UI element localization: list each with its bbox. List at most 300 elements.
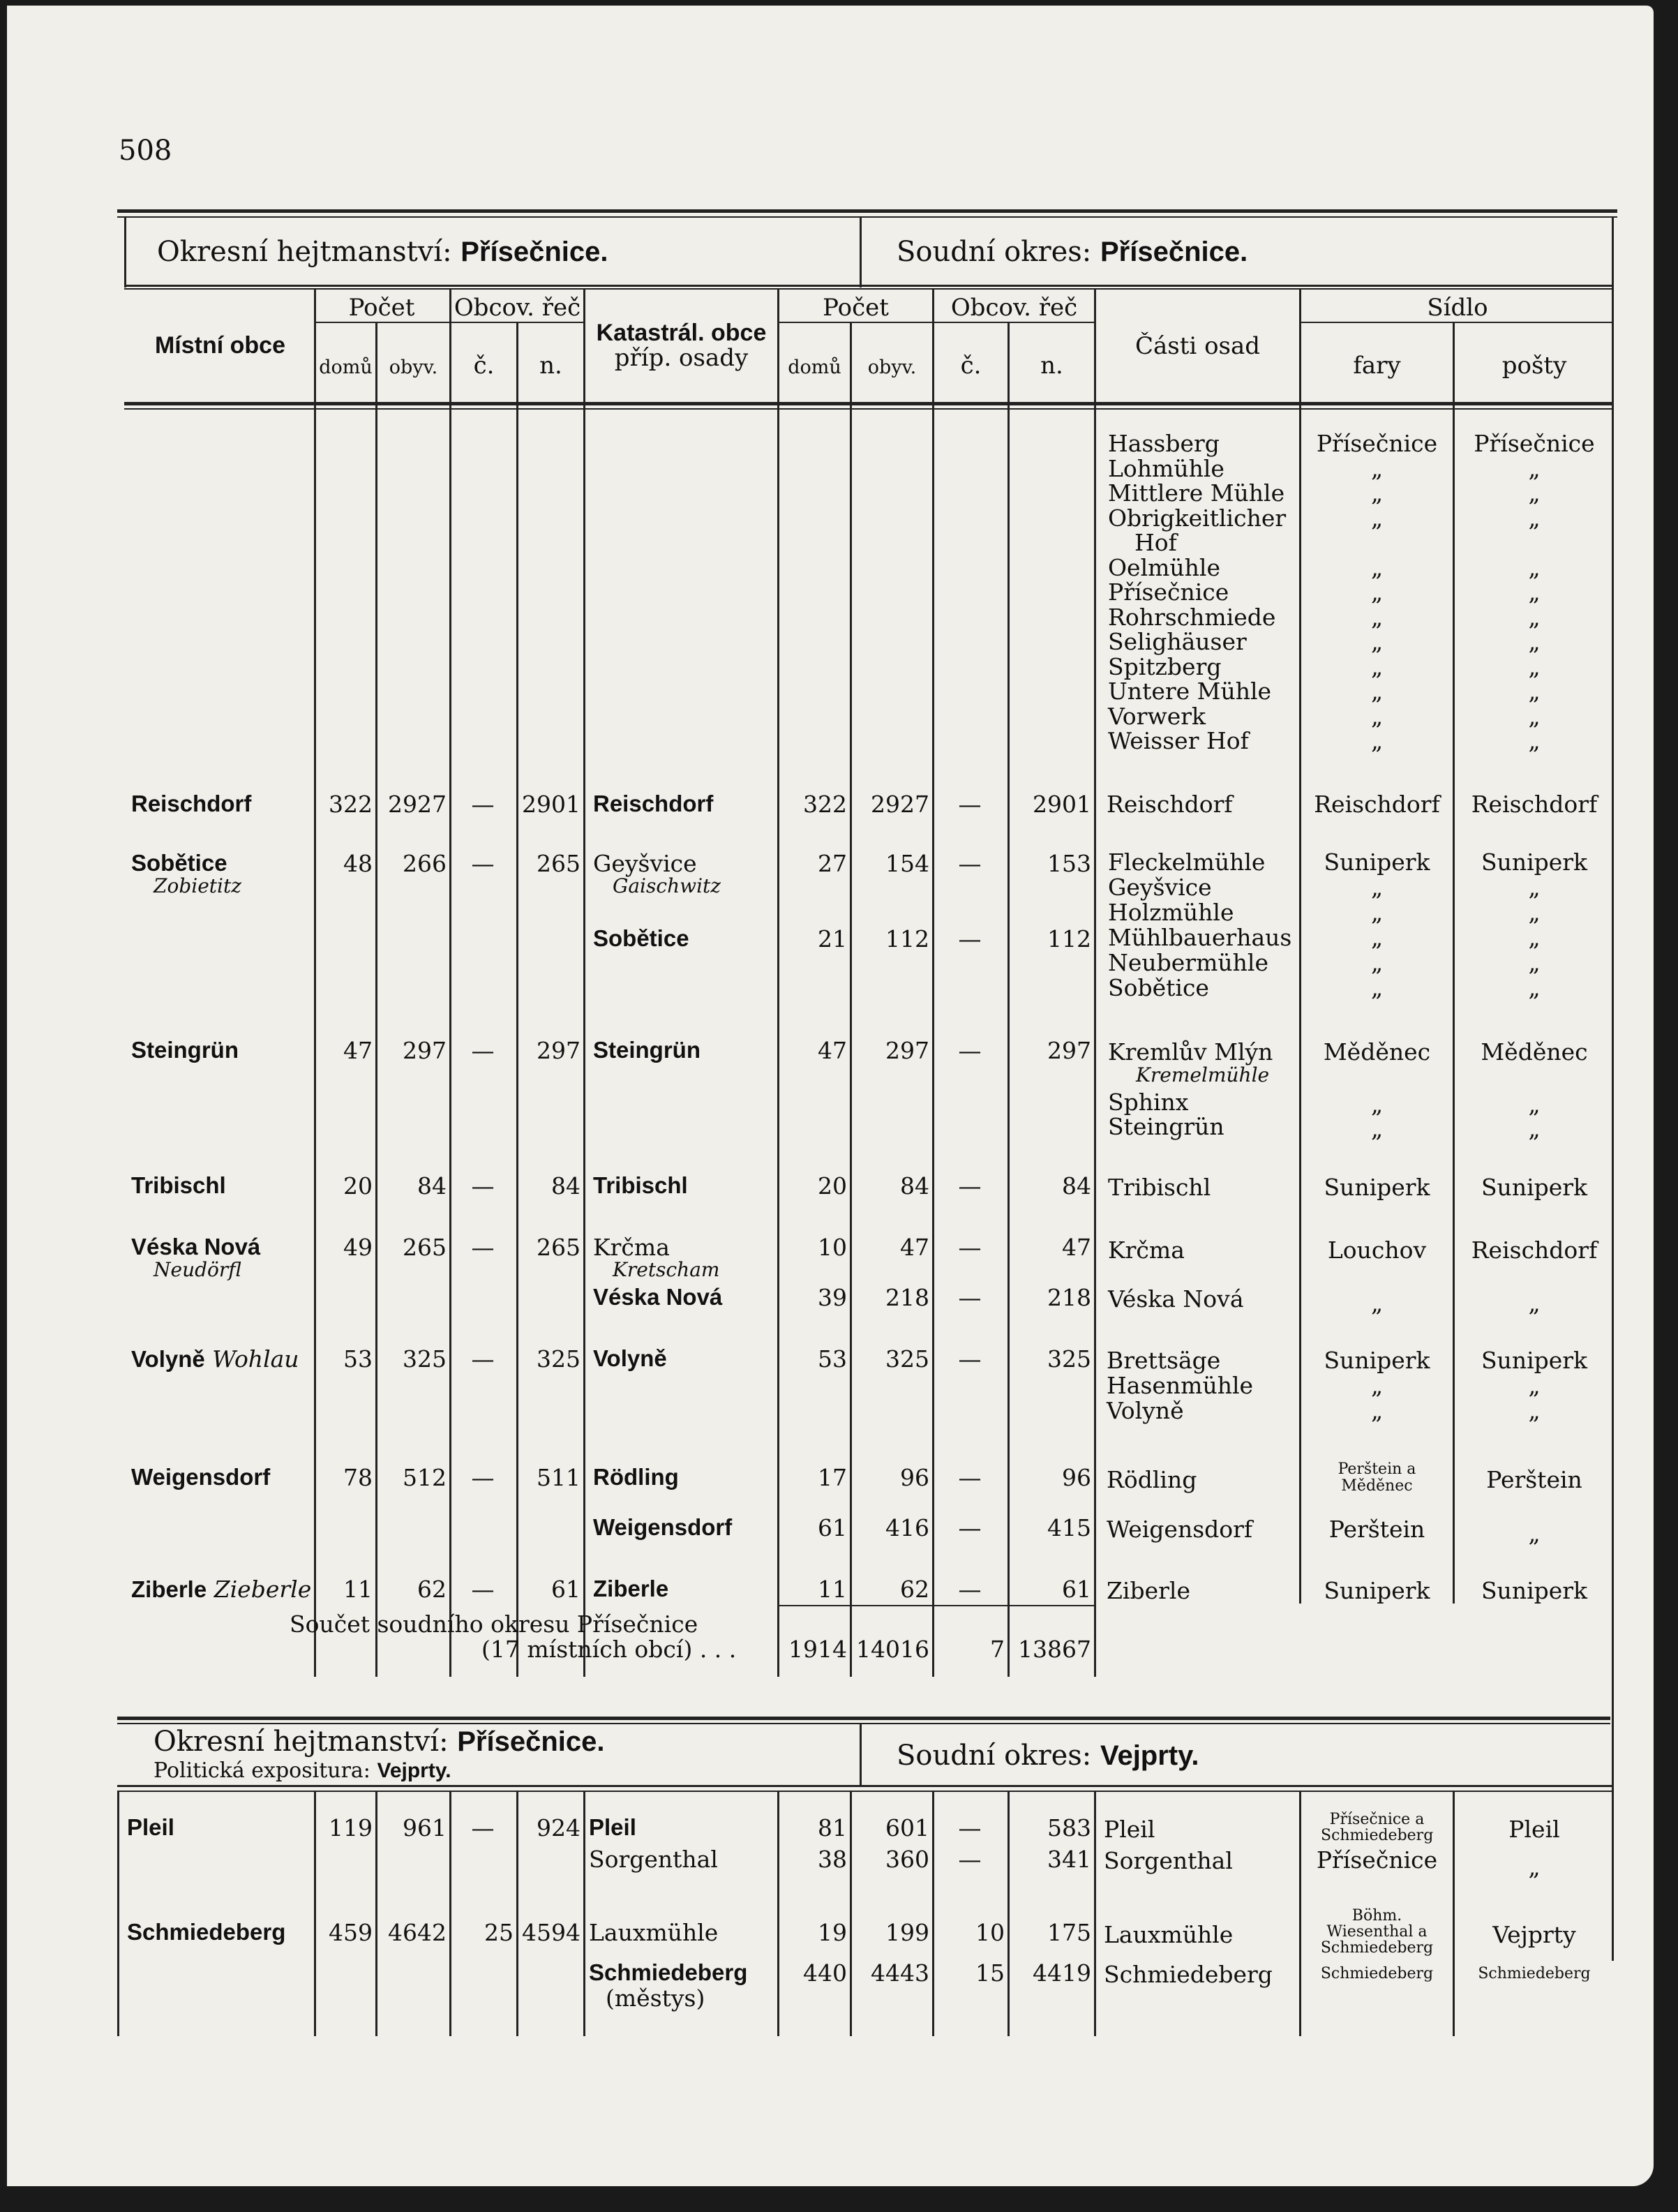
obyv-value: 512	[403, 1464, 447, 1491]
nemecky-value: 84	[551, 1172, 580, 1200]
obyv-value: 112	[885, 925, 929, 952]
katastr-note: (městys)	[606, 1985, 705, 2012]
col-domu-2: domů	[788, 357, 841, 378]
nemecky-value: 47	[1062, 1234, 1091, 1261]
fara: Suniperk	[1324, 1174, 1430, 1201]
katastr-name: Reischdorf	[593, 791, 714, 816]
katastr-name: Krčma	[593, 1234, 670, 1261]
rule	[1094, 288, 1096, 1677]
posta: Reischdorf	[1471, 1236, 1598, 1264]
obyv-value: 4443	[871, 1959, 929, 1987]
ditto: „	[1370, 652, 1384, 680]
cast-osady: Tribischl	[1108, 1174, 1211, 1201]
domu-value: 440	[803, 1959, 847, 1987]
nemecky-value: 341	[1047, 1846, 1091, 1873]
katastr-german-name: Gaischwitz	[613, 874, 721, 897]
ditto: „	[1528, 603, 1541, 631]
obyv-value: 601	[885, 1814, 929, 1841]
ditto: „	[1528, 924, 1541, 951]
sum-domu: 1914	[788, 1636, 847, 1663]
ditto: „	[1370, 874, 1384, 901]
posta: Přísečnice	[1474, 430, 1595, 457]
rule	[1094, 1792, 1096, 2036]
cast-osady: Reischdorf	[1107, 791, 1233, 818]
cesky-value: —	[471, 1345, 495, 1373]
fara: Perštein a Měděnec	[1338, 1460, 1416, 1495]
place: Hof	[1134, 529, 1177, 556]
cesky-value: 10	[975, 1919, 1005, 1946]
col-obyv: obyv.	[389, 357, 438, 378]
place: Untere Mühle	[1108, 678, 1272, 705]
fara: Přísečnice	[1316, 430, 1438, 457]
rule	[117, 1723, 1610, 1724]
rule	[117, 1785, 1614, 1787]
nemecky-value: 265	[537, 1234, 580, 1261]
ditto: „	[1528, 727, 1541, 754]
domu-value: 27	[818, 850, 847, 877]
nemecky-value: 325	[1047, 1345, 1091, 1373]
obyv-value: 325	[885, 1345, 929, 1373]
domu-value: 10	[818, 1234, 847, 1261]
fara: Böhm. Wiesenthal a Schmiedeberg	[1320, 1907, 1434, 1957]
cast-osady: Geyšvice	[1108, 874, 1212, 901]
obyv-value: 2927	[871, 791, 929, 818]
cesky-value: —	[471, 791, 495, 818]
katastr-name: Véska Nová	[593, 1284, 723, 1310]
nemecky-value: 415	[1047, 1514, 1091, 1541]
ditto: „	[1370, 924, 1384, 951]
domu-value: 39	[818, 1284, 847, 1311]
cast-osady: Ziberle	[1107, 1577, 1190, 1604]
rule	[124, 408, 1614, 410]
ditto: „	[1370, 553, 1384, 581]
domu-value: 17	[818, 1464, 847, 1491]
cast-osady: Sphinx	[1108, 1089, 1189, 1116]
katastr-name: Rödling	[593, 1464, 679, 1490]
ditto: „	[1528, 652, 1541, 680]
rule	[117, 1792, 119, 2036]
col-sidlo: Sídlo	[1427, 294, 1488, 322]
cast-osady: Véska Nová	[1108, 1285, 1244, 1313]
katastr-name: Weigensdorf	[593, 1514, 733, 1540]
katastr-name: Volyně	[593, 1345, 667, 1371]
katastr-name: Ziberle	[593, 1576, 669, 1601]
cesky-value: —	[471, 1037, 495, 1064]
col-pocet: Počet	[348, 294, 415, 322]
obec-german-name: Zobietitz	[153, 874, 241, 897]
domu-value: 21	[818, 925, 847, 952]
domu-value: 53	[818, 1345, 847, 1373]
ditto: „	[1370, 479, 1384, 507]
sum-label: Součet soudního okresu Přísečnice	[290, 1611, 698, 1638]
place: Selighäuser	[1108, 628, 1247, 655]
domu-value: 53	[343, 1345, 373, 1373]
cast-osady: Schmiedeberg	[1104, 1961, 1273, 1988]
rule	[124, 285, 1614, 287]
col-c-2: č.	[960, 352, 982, 380]
rule	[124, 402, 1614, 405]
fara: Schmiedeberg	[1320, 1965, 1434, 1982]
top-fary-list	[1301, 431, 1453, 754]
posty-list	[1455, 1348, 1614, 1423]
obyv-value: 2927	[388, 791, 447, 818]
nemecky-value: 583	[1047, 1814, 1091, 1841]
katastr-name: Steingrün	[593, 1037, 701, 1063]
ditto: „	[1528, 702, 1541, 730]
domu-value: 322	[803, 791, 847, 818]
obyv-value: 47	[900, 1234, 929, 1261]
cesky-value: —	[471, 1172, 495, 1200]
obec-name: Tribischl	[131, 1172, 226, 1198]
fara: Perštein	[1328, 1516, 1425, 1543]
cast-german-name: Kremelmühle	[1136, 1063, 1270, 1086]
col-n: n.	[539, 352, 562, 380]
col-mistni-obce: Místní obce	[154, 332, 286, 359]
nemecky-value: 112	[1047, 925, 1091, 952]
nemecky-value: 924	[537, 1814, 580, 1841]
ditto: „	[1528, 949, 1541, 976]
ditto: „	[1528, 1397, 1541, 1424]
cesky-value: —	[958, 791, 982, 818]
ditto: „	[1370, 899, 1384, 926]
cesky-value: —	[958, 1284, 982, 1311]
domu-value: 20	[343, 1172, 373, 1200]
posta: Schmiedeberg	[1478, 1965, 1591, 1982]
ditto: „	[1370, 1115, 1384, 1142]
cesky-value: —	[958, 1846, 982, 1873]
fara: Suniperk	[1324, 1577, 1430, 1604]
cesky-value: 15	[975, 1959, 1005, 1987]
ditto: „	[1528, 1091, 1541, 1118]
fara: Suniperk	[1324, 1347, 1430, 1374]
obyv-value: 84	[417, 1172, 447, 1200]
obec-name: Reischdorf	[131, 791, 252, 816]
ditto: „	[1528, 1853, 1541, 1881]
rule	[777, 322, 1094, 323]
nemecky-value: 2901	[522, 791, 580, 818]
cast-osady: Holzmühle	[1108, 899, 1234, 926]
rule	[314, 322, 583, 323]
rule	[124, 288, 1614, 290]
obyv-value: 297	[885, 1037, 929, 1064]
ditto: „	[1370, 628, 1384, 655]
domu-value: 322	[329, 791, 373, 818]
col-fary: fary	[1353, 352, 1401, 380]
cesky-value: —	[958, 1464, 982, 1491]
cesky-value: —	[958, 1514, 982, 1541]
katastr-name: Tribischl	[593, 1172, 688, 1198]
ditto: „	[1528, 678, 1541, 705]
rule	[583, 1792, 585, 2036]
domu-value: 47	[818, 1037, 847, 1064]
cesky-value: —	[958, 1814, 982, 1841]
obyv-value: 325	[403, 1345, 447, 1373]
posta: Reischdorf	[1471, 791, 1598, 818]
cast-osady: Steingrün	[1108, 1113, 1224, 1140]
col-c: č.	[473, 352, 495, 380]
obyv-value: 84	[900, 1172, 929, 1200]
sum-obyv: 14016	[856, 1636, 929, 1663]
cesky-value: —	[471, 1234, 495, 1261]
posta: Suniperk	[1481, 1577, 1588, 1604]
col-obcov-rec-2: Obcov. řeč	[950, 294, 1078, 322]
domu-value: 459	[329, 1919, 373, 1946]
place: Rohrschmiede	[1108, 603, 1276, 631]
posta: Perštein	[1486, 1466, 1582, 1493]
cast-osady: Weigensdorf	[1107, 1516, 1253, 1543]
fara: Reischdorf	[1314, 791, 1440, 818]
posta: Vejprty	[1492, 1921, 1576, 1948]
domu-value: 61	[818, 1514, 847, 1541]
cast-osady: Rödling	[1107, 1466, 1197, 1493]
cesky-value: —	[958, 1234, 982, 1261]
obec-name-group	[131, 1345, 299, 1373]
obyv-value: 297	[403, 1037, 447, 1064]
domu-value: 11	[818, 1576, 847, 1603]
domu-value: 78	[343, 1464, 373, 1491]
posty-list	[1455, 850, 1614, 1001]
obyv-value: 62	[900, 1576, 929, 1603]
obyv-value: 266	[403, 850, 447, 877]
cast-osady: Kremlův Mlýn	[1108, 1038, 1273, 1066]
col-obcov-rec: Obcov. řeč	[454, 294, 581, 322]
ditto: „	[1528, 874, 1541, 901]
cesky-value: —	[471, 850, 495, 877]
fary-list	[1301, 1348, 1453, 1423]
nemecky-value: 2901	[1033, 791, 1091, 818]
obec-german-name: Neudörfl	[153, 1258, 241, 1281]
expositura-label: Politická expositura: Vejprty.	[153, 1758, 451, 1783]
obec-name: Volyně	[131, 1346, 205, 1372]
ditto: „	[1370, 727, 1384, 754]
rule	[860, 1723, 862, 1787]
obyv-value: 199	[885, 1919, 929, 1946]
obyv-value: 961	[403, 1814, 447, 1841]
ditto: „	[1528, 1290, 1541, 1317]
place: Hassberg	[1108, 430, 1220, 457]
obyv-value: 218	[885, 1284, 929, 1311]
sum-label-2: (17 místních obcí) . . .	[481, 1636, 737, 1663]
nemecky-value: 511	[537, 1464, 580, 1491]
sum-nemecky: 13867	[1018, 1636, 1091, 1663]
nemecky-value: 4594	[522, 1919, 580, 1946]
domu-value: 38	[818, 1846, 847, 1873]
obyv-value: 416	[885, 1514, 929, 1541]
cast-osady: Pleil	[1104, 1816, 1155, 1843]
col-pocet-2: Počet	[823, 294, 889, 322]
cast-osady: Hasenmühle	[1107, 1372, 1254, 1399]
obec-name: Sobětice	[131, 850, 227, 876]
katastr-name: Schmiedeberg	[589, 1959, 748, 1985]
cesky-value: —	[471, 1576, 495, 1603]
cast-osady: Krčma	[1108, 1236, 1185, 1264]
ditto: „	[1528, 1520, 1541, 1547]
cesky-value: —	[471, 1464, 495, 1491]
place: Weisser Hof	[1108, 727, 1249, 754]
cast-osady: Brettsäge	[1107, 1347, 1221, 1374]
katastr-german-name: Kretscham	[613, 1258, 720, 1281]
place: Mittlere Mühle	[1108, 479, 1285, 507]
fara: Přísečnice a Schmiedeberg	[1321, 1811, 1434, 1844]
obyv-value: 4642	[388, 1919, 447, 1946]
katastr-name: Geyšvice	[593, 850, 697, 877]
cesky-value: —	[958, 1345, 982, 1373]
cast-osady: Sorgenthal	[1104, 1847, 1233, 1874]
nemecky-value: 297	[1047, 1037, 1091, 1064]
obec-german-name: Zieberle	[214, 1576, 312, 1603]
nemecky-value: 325	[537, 1345, 580, 1373]
ditto: „	[1528, 454, 1541, 482]
district-label: Okresní hejtmanství: Přísečnice.	[157, 236, 608, 268]
page-number: 508	[119, 135, 172, 167]
posta: Měděnec	[1481, 1038, 1588, 1066]
fara: Měděnec	[1323, 1038, 1431, 1066]
domu-value: 48	[343, 850, 373, 877]
obyv-value: 96	[900, 1464, 929, 1491]
katastr-name: Sorgenthal	[589, 1846, 718, 1873]
place: Oelmühle	[1108, 553, 1221, 581]
ditto: „	[1528, 504, 1541, 532]
domu-value: 11	[343, 1576, 373, 1603]
cast-osady: Volyně	[1107, 1397, 1184, 1424]
cesky-value: —	[958, 1172, 982, 1200]
cast-osady: Sobětice	[1108, 974, 1209, 1001]
obec-name: Weigensdorf	[131, 1464, 271, 1490]
nemecky-value: 297	[537, 1037, 580, 1064]
cast-osady: Mühlbauerhaus	[1108, 924, 1292, 951]
obec-name: Schmiedeberg	[127, 1919, 286, 1945]
rule	[117, 1791, 1614, 1792]
cesky-value: —	[958, 1037, 982, 1064]
obec-german-name: Wohlau	[212, 1345, 299, 1373]
nemecky-value: 175	[1047, 1919, 1091, 1946]
ditto: „	[1370, 678, 1384, 705]
fary-list	[1301, 850, 1453, 1001]
court-district-label-2: Soudní okres: Vejprty.	[897, 1740, 1199, 1772]
rule	[124, 216, 126, 287]
obyv-value: 154	[885, 850, 929, 877]
col-domu: domů	[319, 357, 373, 378]
katastr-name: Sobětice	[593, 925, 689, 951]
katastr-name: Pleil	[589, 1814, 636, 1840]
ditto: „	[1528, 628, 1541, 655]
ditto: „	[1370, 504, 1384, 532]
ditto: „	[1370, 949, 1384, 976]
court-district-label: Soudní okres: Přísečnice.	[897, 236, 1248, 268]
rule	[117, 1717, 1610, 1720]
ditto: „	[1370, 1372, 1384, 1399]
place: Spitzberg	[1108, 652, 1222, 680]
domu-value: 119	[329, 1814, 373, 1841]
posta: Suniperk	[1481, 849, 1588, 876]
obec-name: Pleil	[127, 1814, 174, 1840]
rule	[777, 1605, 1094, 1606]
cast-osady: Lauxmühle	[1104, 1921, 1234, 1948]
domu-value: 81	[818, 1814, 847, 1841]
nemecky-value: 153	[1047, 850, 1091, 877]
ditto: „	[1528, 1372, 1541, 1399]
ditto: „	[1528, 899, 1541, 926]
nemecky-value: 61	[1062, 1576, 1091, 1603]
nemecky-value: 96	[1062, 1464, 1091, 1491]
nemecky-value: 84	[1062, 1172, 1091, 1200]
ditto: „	[1528, 1115, 1541, 1142]
col-obyv-2: obyv.	[867, 357, 917, 378]
posta: Suniperk	[1481, 1174, 1588, 1201]
domu-value: 47	[343, 1037, 373, 1064]
ditto: „	[1370, 974, 1384, 1001]
ditto: „	[1528, 479, 1541, 507]
sum-cesky: 7	[990, 1636, 1005, 1663]
obec-name: Ziberle	[131, 1576, 207, 1602]
place: Vorwerk	[1108, 702, 1206, 730]
place: Obrigkeitlicher	[1108, 504, 1287, 532]
domu-value: 19	[818, 1919, 847, 1946]
nemecky-value: 265	[537, 850, 580, 877]
cast-osady: Fleckelmühle	[1108, 849, 1266, 876]
cesky-value: 25	[484, 1919, 514, 1946]
nemecky-value: 4419	[1033, 1959, 1091, 1987]
ditto: „	[1370, 1290, 1384, 1317]
obec-name: Steingrün	[131, 1037, 239, 1063]
ditto: „	[1528, 553, 1541, 581]
col-casti-osad: Části osad	[1134, 332, 1261, 360]
district-label-2: Okresní hejtmanství: Přísečnice.	[153, 1726, 605, 1758]
obec-name: Véska Nová	[131, 1234, 261, 1260]
ditto: „	[1528, 974, 1541, 1001]
ditto: „	[1370, 702, 1384, 730]
rule	[583, 288, 585, 1677]
fara: Louchov	[1327, 1236, 1427, 1264]
cesky-value: —	[471, 1814, 495, 1841]
cesky-value: —	[958, 925, 982, 952]
top-places-list	[1108, 431, 1286, 754]
place: Lohmühle	[1108, 454, 1224, 482]
casti-list	[1108, 850, 1291, 1001]
nemecky-value: 61	[551, 1576, 580, 1603]
fara: Suniperk	[1324, 849, 1430, 876]
col-n-2: n.	[1040, 352, 1063, 380]
col-posty: pošty	[1501, 352, 1567, 380]
rule	[1299, 322, 1614, 323]
posta: Pleil	[1508, 1816, 1560, 1843]
ditto: „	[1370, 603, 1384, 631]
katastr-name: Lauxmühle	[589, 1919, 719, 1946]
place: Přísečnice	[1108, 578, 1229, 606]
rule	[117, 209, 1617, 213]
page	[7, 6, 1654, 2186]
fara: Přísečnice	[1316, 1846, 1438, 1874]
domu-value: 20	[818, 1172, 847, 1200]
cast-osady: Neubermühle	[1108, 949, 1268, 976]
ditto: „	[1528, 578, 1541, 606]
obec-name-group	[131, 1576, 311, 1603]
ditto: „	[1370, 578, 1384, 606]
cesky-value: —	[958, 1576, 982, 1603]
domu-value: 49	[343, 1234, 373, 1261]
rule	[117, 216, 1617, 218]
col-katastral: Katastrál. obce	[596, 320, 767, 346]
rule	[860, 216, 862, 287]
posta: Suniperk	[1481, 1347, 1588, 1374]
obyv-value: 62	[417, 1576, 447, 1603]
obyv-value: 265	[403, 1234, 447, 1261]
col-katastral-sub: příp. osady	[614, 344, 749, 372]
casti-list	[1107, 1348, 1253, 1423]
ditto: „	[1370, 1091, 1384, 1118]
nemecky-value: 218	[1047, 1284, 1091, 1311]
top-posty-list	[1455, 431, 1614, 754]
